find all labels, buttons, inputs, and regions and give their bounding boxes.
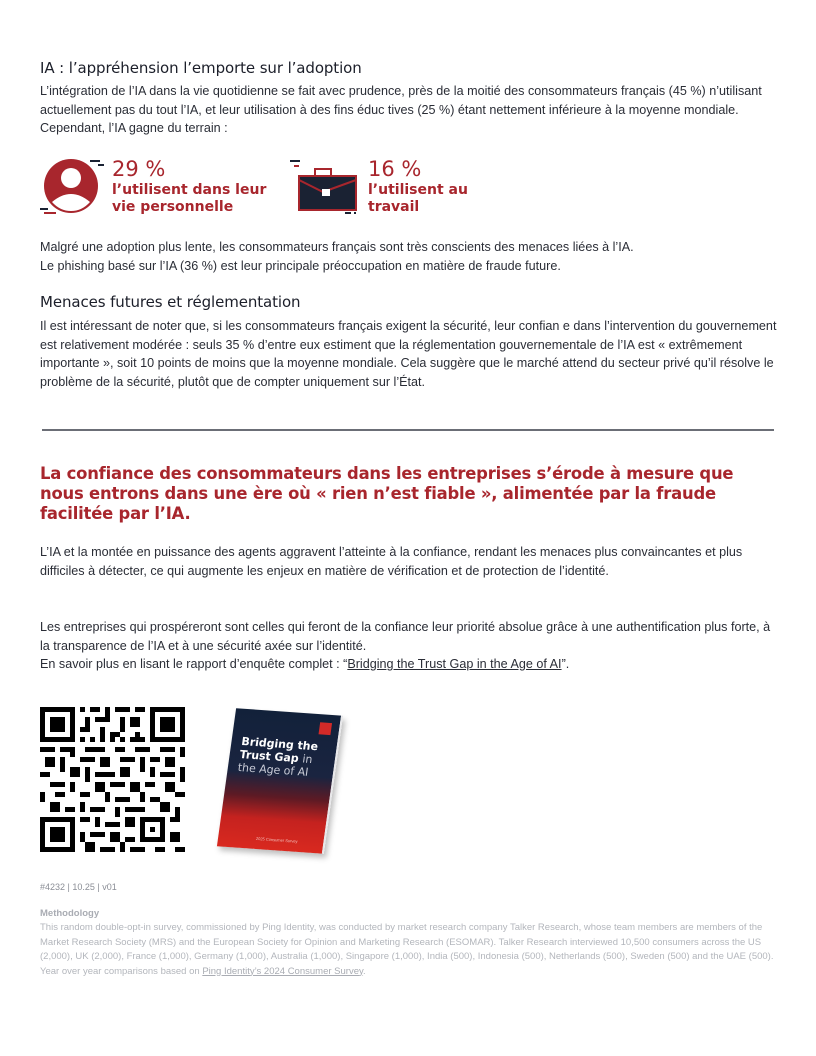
stat-work-use	[290, 156, 468, 218]
book-title	[237, 735, 334, 780]
section-heading-adoption: IA : l’appréhension l’emporte sur l’adoption	[40, 59, 362, 77]
briefcase-icon	[290, 156, 360, 218]
qr-code[interactable]	[40, 707, 185, 852]
awareness-line-2: Le phishing basé sur l’IA (36 %) est leur principale préoccupation en matière de fraude future.	[40, 259, 561, 273]
user-icon	[38, 156, 108, 218]
methodology-body: This random double-opt-in survey, commissioned by Ping Identity, was conducted by market research company Talker Research, whose team members are members of the Market Research Society (MRS) and the European Society for Opinion and Marketing Research (ESOMAR). Talker Research interviewed 10,500 consumers across the US (2,000), UK (2,000), France (1,000), Germany (1,000), Australia (1,000), Singapore (1,000), India (500), Indonesia (500), Netherlands (500), Sweden (500) and the UAE (500). Year over year comparisons based on	[40, 922, 774, 977]
report-cta	[40, 655, 780, 674]
stat-label-line1: l’utilisent au	[368, 182, 468, 198]
methodology-title: Methodology	[40, 908, 100, 919]
document-id: #4232 | 10.25 | v01	[40, 882, 117, 892]
ping-logo-icon	[319, 722, 333, 735]
stat-label-line1: l’utilisent dans leur	[112, 182, 267, 198]
regulation-paragraph: Il est intéressant de noter que, si les consommateurs français exigent la sécurité, leur confian e dans l’intervention du gouvernement est relativement modérée : seuls 35 % d’entre eux estiment que la réglementation gouvernementale de l’IA est « extrêmement importante », soit 10 points de moins que la moyenne mondiale. Cela suggère que le marché attend du secteur privé qu’il résolve le problème de la sécurité, plutôt que de compter uniquement sur l’État.	[40, 319, 777, 389]
report-link[interactable]: Bridging the Trust Gap in the Age of AI	[347, 657, 562, 671]
stat-label-line2: travail	[368, 199, 420, 215]
stat-value: 29 %	[112, 157, 166, 181]
cta-prefix: En savoir plus en lisant le rapport d’enquête complet : “	[40, 657, 348, 671]
cta-suffix: ”.	[561, 657, 570, 671]
consumer-survey-link[interactable]: Ping Identity’s 2024 Consumer Survey	[202, 965, 364, 977]
report-cover-image[interactable]	[217, 708, 343, 854]
section-heading-regulation: Menaces futures et réglementation	[40, 293, 301, 311]
book-footer: 2025 Consumer Survey	[255, 835, 298, 844]
book-title-light: in	[301, 752, 314, 767]
awareness-line-1: Malgré une adoption plus lente, les consommateurs français sont très conscients des menaces liées à l’IA.	[40, 240, 634, 254]
methodology-text	[40, 921, 780, 979]
book-title-bold: Bridging the Trust Gap	[238, 734, 319, 766]
section-divider	[42, 429, 774, 431]
closing-paragraph-1: L’IA et la montée en puissance des agents aggravent l’atteinte à la confiance, rendant les menaces plus convaincantes et plus difficiles à détecter, ce qui augmente les enjeux en matière de vérification et de protection de l’identité.	[40, 545, 743, 578]
trust-headline: La confiance des consommateurs dans les entreprises s’érode à mesure que nous entrons dans une ère où « rien n’est fiable », alimentée par la fraude facilitée par l’IA.	[40, 464, 734, 523]
book-title-light-2: the Age of AI	[236, 760, 310, 779]
stat-value: 16 %	[368, 157, 422, 181]
closing-paragraph-2: Les entreprises qui prospéreront sont celles qui feront de la confiance leur priorité absolue grâce à une authentification plus forte, à la transparence de l’IA et à une sécurité axée sur l’identité.	[40, 620, 771, 653]
stat-label-line2: vie personnelle	[112, 199, 234, 215]
stat-personal-use	[38, 156, 266, 218]
methodology-end: .	[363, 965, 366, 977]
adoption-paragraph: L’intégration de l’IA dans la vie quotidienne se fait avec prudence, près de la moitié des consommateurs français (45 %) n’utilisant actuellement pas du tout l’IA, et leur utilisation à des fins éduc tives (25 %) étant nettement inférieure à la moyenne mondiale. Cependant, l’IA gagne du terrain :	[40, 84, 762, 136]
